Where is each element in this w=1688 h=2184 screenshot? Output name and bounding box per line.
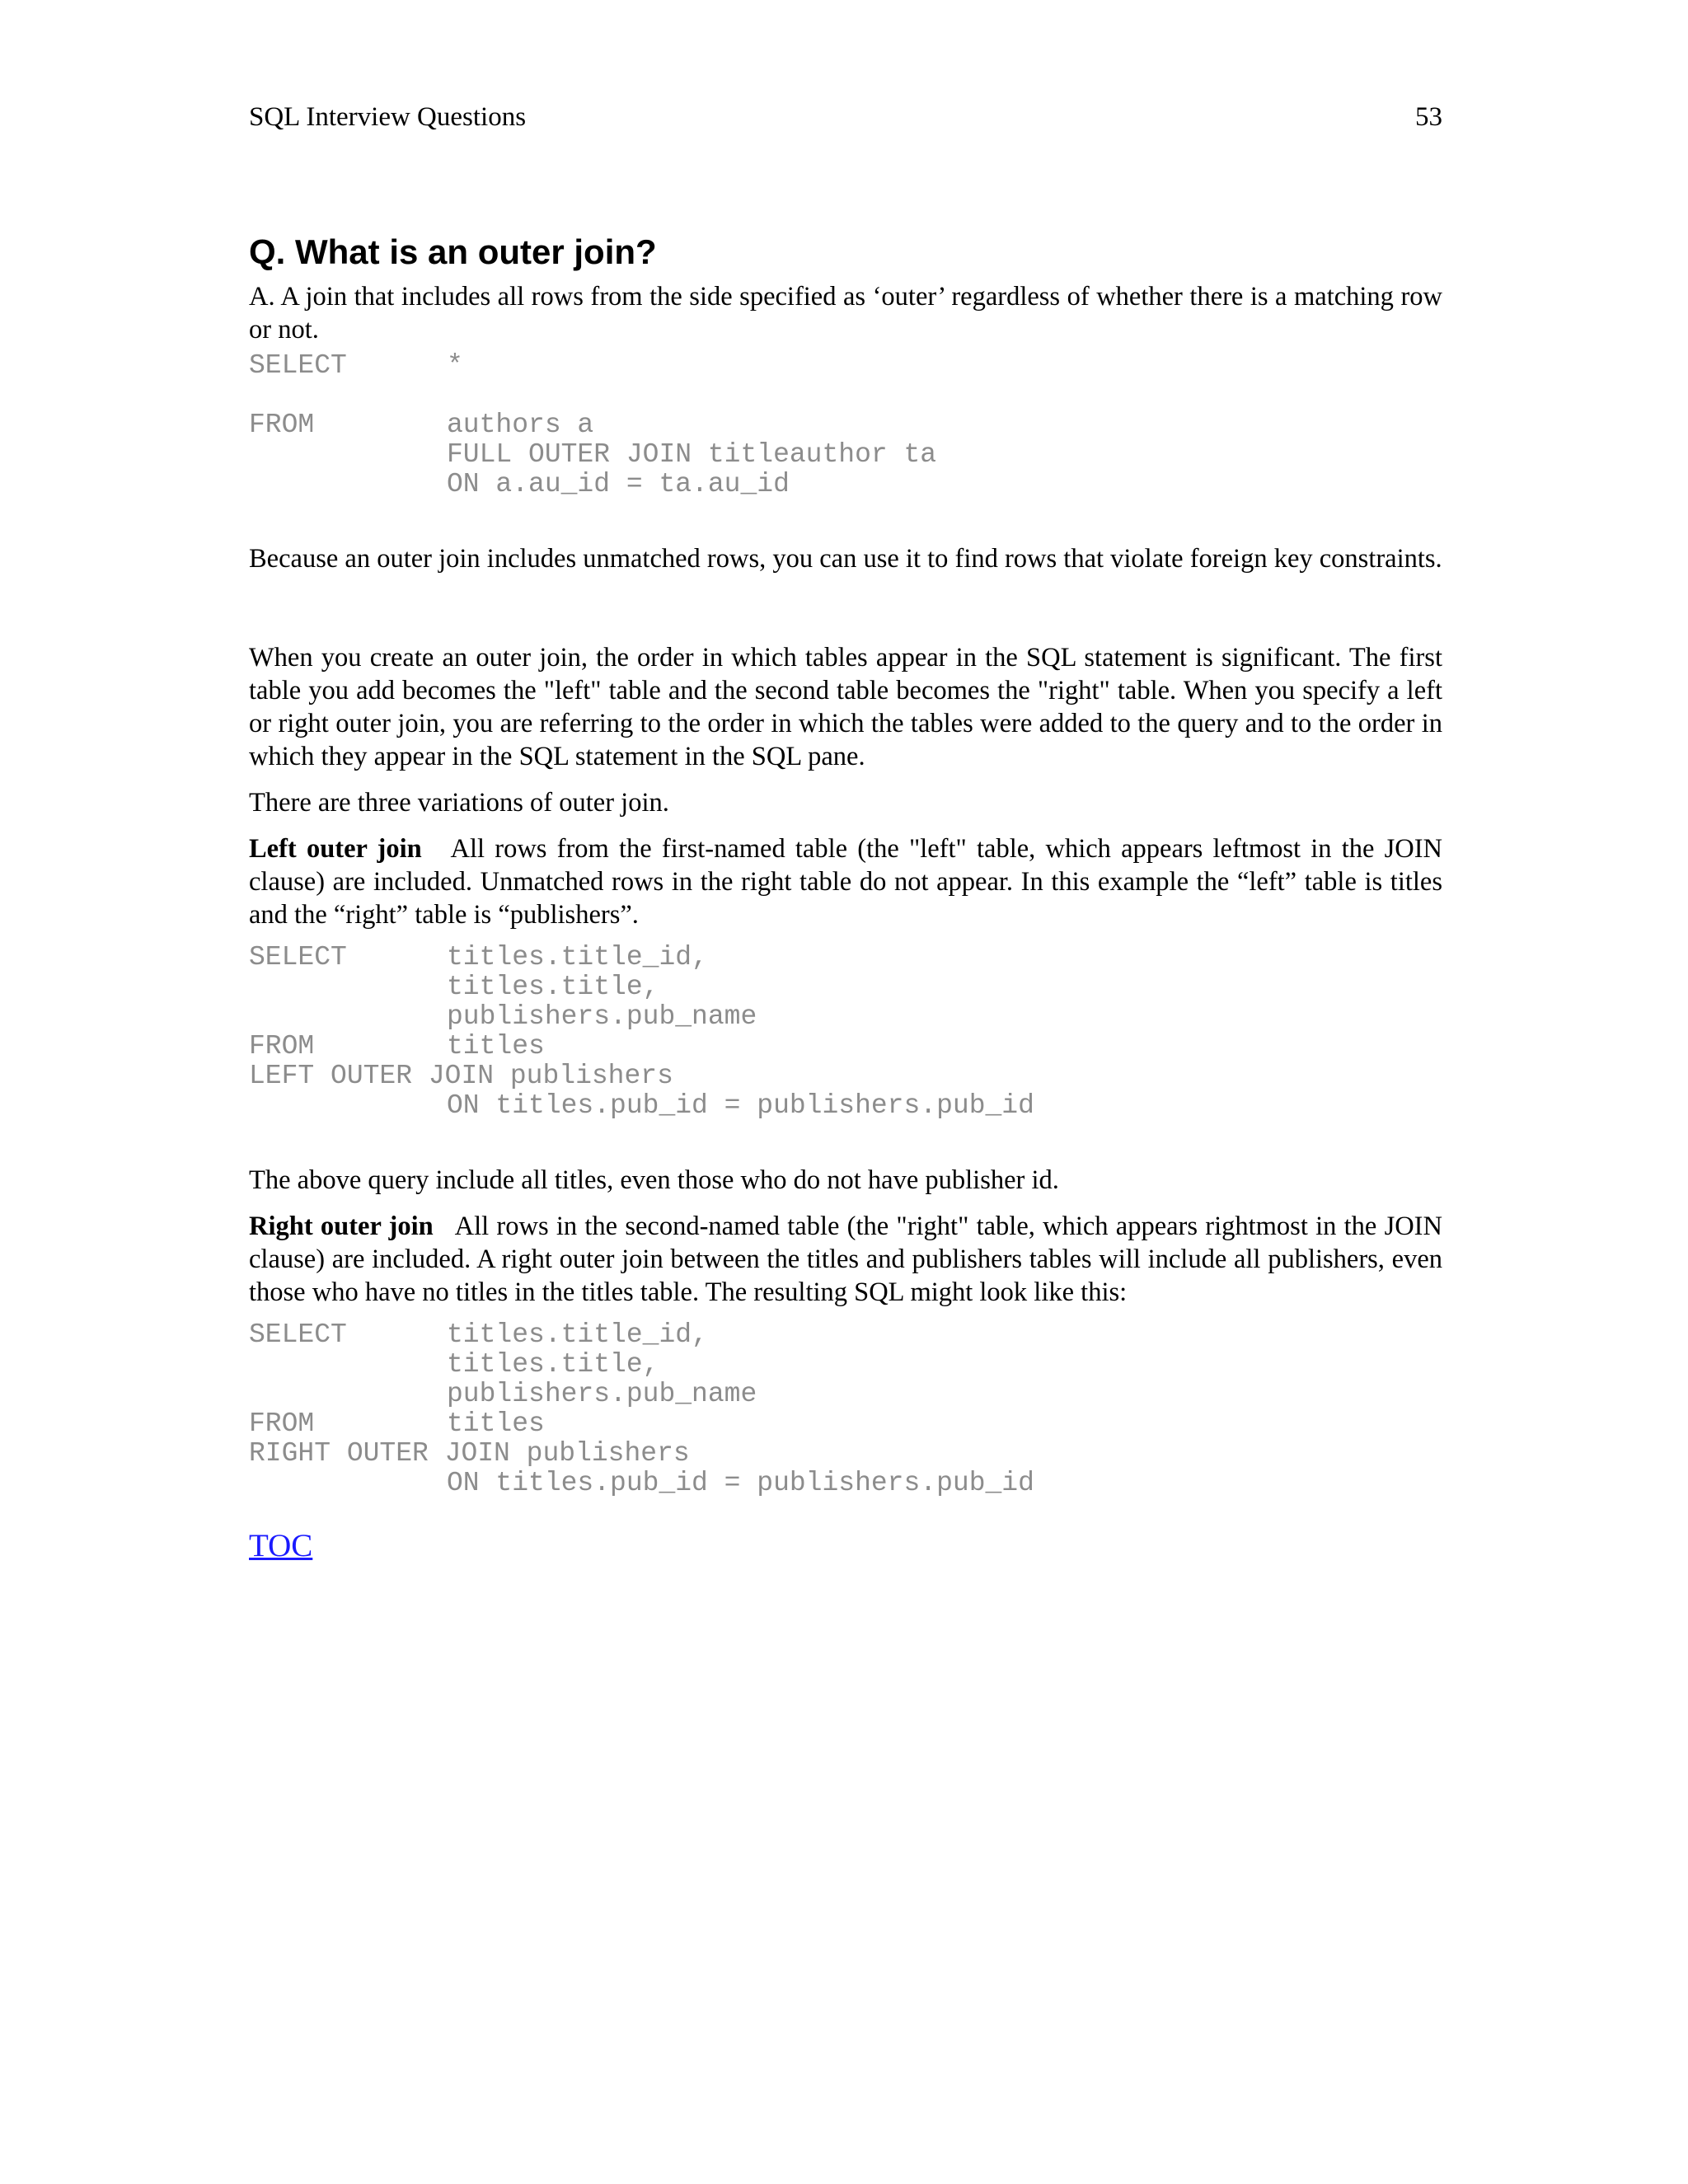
code-text: publishers.pub_name (447, 1379, 757, 1409)
code-keyword (249, 1002, 447, 1032)
code-text: ON a.au_id = ta.au_id (447, 469, 790, 499)
code-line (249, 943, 1442, 972)
left-outer-join-paragraph (249, 832, 1442, 931)
right-outer-join-text: All rows in the second-named table (the "right" table, which appears rightmost in the JOIN clause) are included. A right outer join between the titles and publishers tables will include all publishers, even those who have no titles in the titles table. The resulting SQL might look like this: (249, 1212, 1442, 1307)
header-title: SQL Interview Questions (249, 102, 527, 132)
code-line (249, 470, 1442, 499)
right-outer-join-paragraph (249, 1210, 1442, 1309)
code-text: titles.title, (447, 1349, 659, 1380)
code-text: publishers.pub_name (447, 1001, 757, 1032)
code-text: ON titles.pub_id = publishers.pub_id (447, 1468, 1034, 1498)
answer-paragraph: A. A join that includes all rows from the side specified as ‘outer’ regardless of whether there is a matching row or not. (249, 282, 1442, 344)
code-keyword: RIGHT OUTER JOIN publishers (249, 1438, 690, 1469)
running-header (249, 99, 1442, 135)
code-line (249, 1032, 1442, 1062)
code-line (249, 1409, 1442, 1439)
code-keyword: FROM (249, 1031, 315, 1062)
code-keyword: SELECT (249, 942, 347, 972)
code-line (249, 1469, 1442, 1498)
page-content (249, 231, 1442, 1566)
left-outer-join-term: Left outer join (249, 834, 422, 864)
code-keyword: FROM (249, 410, 315, 440)
code-text: titles.title_id, (447, 1319, 708, 1350)
code-line (249, 1062, 1442, 1091)
code-text: authors a (447, 410, 594, 440)
code-keyword (249, 470, 447, 499)
code-line (249, 1350, 1442, 1380)
code-block-left-outer (249, 943, 1442, 1121)
code-keyword (249, 381, 447, 410)
toc-link[interactable]: TOC (249, 1528, 313, 1563)
table-order-paragraph: When you create an outer join, the order in which tables appear in the SQL statement is significant. The first table you add becomes the "left" table and the second table becomes the "right" table. When you specify a left or right outer join, you are referring to the order in which the tables were added to the query and to the order in which they appear in the SQL statement in the SQL pane. (249, 643, 1442, 771)
code-keyword (249, 440, 447, 470)
code-keyword: SELECT (249, 1319, 347, 1350)
variations-paragraph: There are three variations of outer join. (249, 788, 669, 818)
code-keyword (249, 1469, 447, 1498)
code-text: titles.title, (447, 972, 659, 1002)
code-text: FULL OUTER JOIN titleauthor ta (447, 439, 937, 470)
code-text: ON titles.pub_id = publishers.pub_id (447, 1090, 1034, 1121)
question-heading: Q. What is an outer join? (249, 232, 657, 271)
code-block-right-outer (249, 1320, 1442, 1498)
code-text: titles.title_id, (447, 942, 708, 972)
above-query-paragraph: The above query include all titles, even those who do not have publisher id. (249, 1165, 1059, 1195)
code-text: * (447, 350, 463, 381)
code-line (249, 351, 1442, 381)
code-keyword (249, 1380, 447, 1409)
code-line (249, 381, 1442, 410)
code-keyword: SELECT (249, 350, 347, 381)
code-line (249, 1439, 1442, 1469)
code-keyword (249, 1091, 447, 1121)
page-number: 53 (1415, 102, 1442, 132)
code-line (249, 972, 1442, 1002)
code-line (249, 410, 1442, 440)
right-outer-join-term: Right outer join (249, 1212, 434, 1241)
code-line (249, 1320, 1442, 1350)
code-text: titles (447, 1031, 545, 1062)
code-text: titles (447, 1408, 545, 1439)
code-line (249, 1002, 1442, 1032)
code-line (249, 1380, 1442, 1409)
code-block-full-outer (249, 351, 1442, 499)
code-keyword (249, 1350, 447, 1380)
code-keyword (249, 972, 447, 1002)
code-line (249, 440, 1442, 470)
unmatched-rows-paragraph: Because an outer join includes unmatched rows, you can use it to find rows that violate foreign key constraints. (249, 544, 1442, 574)
code-line (249, 1091, 1442, 1121)
left-outer-join-text: All rows from the first-named table (the "left" table, which appears leftmost in the JOIN clause) are included. Unmatched rows in the right table do not appear. In this example the “left” table is titles and the “right” table is “publishers”. (249, 834, 1443, 930)
code-keyword: LEFT OUTER JOIN publishers (249, 1061, 673, 1091)
code-keyword: FROM (249, 1408, 315, 1439)
